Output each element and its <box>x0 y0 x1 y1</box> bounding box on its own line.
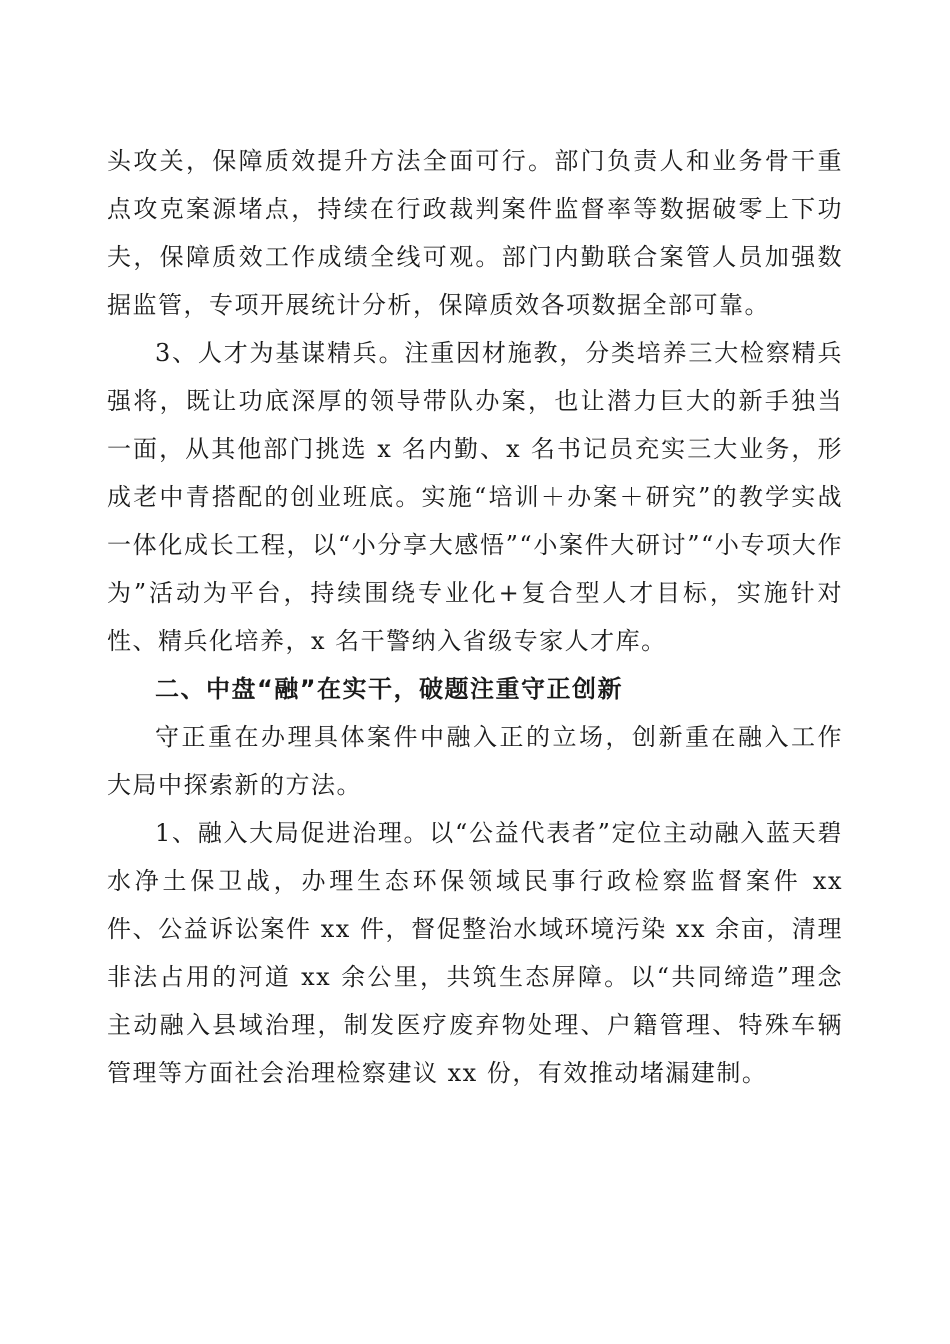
paragraph-intro: 守正重在办理具体案件中融入正的立场，创新重在融入工作大局中探索新的方法。 <box>107 723 843 799</box>
section-heading: 二、中盘“融”在实干，破题注重守正创新 <box>155 675 624 703</box>
document-body <box>107 137 843 1097</box>
paragraph-continuation: 头攻关，保障质效提升方法全面可行。部门负责人和业务骨干重点攻克案源堵点，持续在行政裁判案件监督率等数据破零上下功夫，保障质效工作成绩全线可观。部门内勤联合案管人员加强数据监管，专项开展统计分析，保障质效各项数据全部可靠。 <box>107 147 843 319</box>
paragraph-governance: 1、融入大局促进治理。以“公益代表者”定位主动融入蓝天碧水净土保卫战，办理生态环保领域民事行政检察监督案件 xx 件、公益诉讼案件 xx 件，督促整治水域环境污染 xx 余亩，清理非法占用的河道 xx 余公里，共筑生态屏障。以“共同缔造”理念主动融入县域治理，制发医疗废弃物处理、户籍管理、特殊车辆管理等方面社会治理检察建议 xx 份，有效推动堵漏建制。 <box>107 819 843 1087</box>
paragraph-talent: 3、人才为基谋精兵。注重因材施教，分类培养三大检察精兵强将，既让功底深厚的领导带队办案，也让潜力巨大的新手独当一面，从其他部门挑选 x 名内勤、x 名书记员充实三大业务，形成老中青搭配的创业班底。实施“培训＋办案＋研究”的教学实战一体化成长工程，以“小分享大感悟”“小案件大研讨”“小专项大作为”活动为平台，持续围绕专业化+复合型人才目标，实施针对性、精兵化培养，x 名干警纳入省级专家人才库。 <box>107 339 843 655</box>
